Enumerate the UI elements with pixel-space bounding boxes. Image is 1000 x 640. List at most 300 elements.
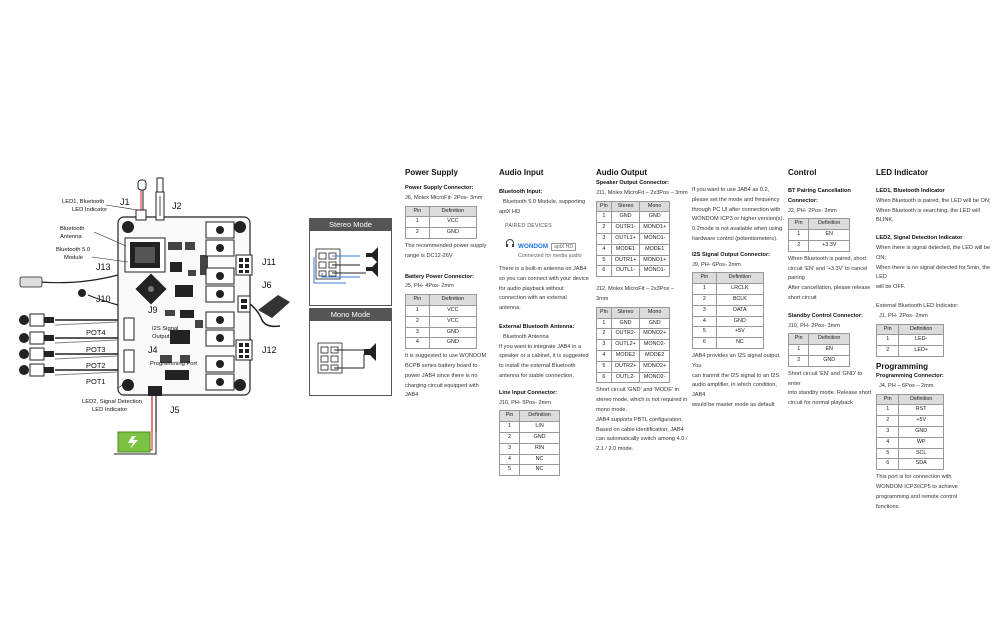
th: Stereo [611,201,639,212]
label-bt-module-b: Module [64,255,84,261]
audio-in-p3e: antenna for stable connection. [499,372,574,379]
td: MONO1- [640,233,670,244]
led-p4c: programming and remote control [876,493,958,500]
label-j11: J11 [262,257,276,267]
j11-connector [236,255,252,275]
label-pot3: POT3 [86,345,106,354]
label-j5: J5 [170,405,180,415]
td: 5 [500,465,520,476]
audio-in-p2a: There is a built-in antenna on JAB4 [499,266,587,272]
th: Pin [789,334,809,345]
td: GND [429,327,476,338]
table-row [500,443,560,454]
audio-in-p1b: aptX HD [499,208,521,215]
battery-icon [118,432,150,452]
table-row [789,230,850,241]
table-row [877,346,944,357]
audio-out-s2b: 3mm [596,295,609,302]
td: LED+ [899,346,944,357]
power-p2e: JAB4 [405,392,419,399]
speaker-j11-table [596,201,670,278]
td: BCLK [716,294,763,305]
i2s-column [692,186,784,411]
audio-out-p2b: Based on cable identification, JAB4 [596,426,684,433]
label-pot2: POT2 [86,361,106,370]
td: EN [809,230,850,241]
led-p3b: J1, PH- 2Pos- 2mm [879,312,928,319]
label-bt-antenna-b: Antenna [60,234,82,240]
table-row [406,316,477,327]
td: 2 [597,329,612,340]
td: GND [520,432,560,443]
td: 1 [500,422,520,433]
control-column [788,168,872,409]
i2s-p1c: through PC UI after connection with [692,206,781,213]
td: LRCLK [716,284,763,295]
td: 1 [789,345,809,356]
table-row [597,329,670,340]
table-row [693,316,764,327]
td: MODE2 [611,350,639,361]
led-s3a: J4, PH – 6Pos – 2mm [879,382,934,389]
td: 5 [597,361,612,372]
control-p2a: Short circuit 'EN' and 'GND' to enter [788,370,863,387]
td: 2 [789,240,809,251]
mono-wiring [310,321,391,395]
label-j2: J2 [172,201,182,211]
th: Definition [429,206,476,217]
control-title: Control [788,168,817,177]
td: 3 [597,340,612,351]
td: SCL [899,448,944,459]
power-table-2 [405,294,477,349]
power-s1a: J6, Molex MicroFit- 2Pos- 3mm [405,194,483,201]
td: MONO2+ [640,329,670,340]
paired-devices-card [499,221,591,269]
td: OUTL1+ [611,233,639,244]
board-diagram [0,170,300,460]
control-p1a: When Bluetooth is paired, short [788,255,867,262]
audio-in-s3: Line Input Connector: [499,389,558,396]
i2s-p1d: WONDOM ICP3 or higher version(s). [692,216,785,223]
j12-connector [236,340,252,360]
td: LIN [520,422,560,433]
th: Pin [789,219,809,230]
td: +3.3V [809,240,850,251]
label-j13: J13 [96,262,111,272]
td: 4 [597,350,612,361]
label-j1: J1 [120,197,130,207]
paired-device-name: WONDOM [518,243,549,250]
control-s1a: J2, PH- 2Pos- 3mm [788,207,837,214]
mount-hole [234,379,246,391]
led-s3: Programming Connector: [876,372,944,379]
i2s-s1: I2S Signal Output Connector: [692,251,771,258]
td: 3 [597,233,612,244]
audio-out-p2a: JAB4 supports PBTL configuration. [596,416,683,423]
label-j10: J10 [96,294,111,304]
audio-input-column [499,168,591,217]
audio-in-p2c: for audio playback without [499,285,564,292]
td: 2 [406,316,430,327]
label-bt-module: Bluetooth 5.0 [56,247,91,253]
td: OUTL2- [611,372,639,383]
led-p2a: When there is signal detected, the LED will be ON; [876,244,991,261]
audio-in-p3d: to install the external Bluetooth [499,363,576,370]
paired-device-status: Connected for media audio [518,253,582,259]
th: Stereo [611,307,639,318]
td: OUTL2+ [611,340,639,351]
audio-out-p2c: can automatically switch among 4.0 / [596,436,688,443]
led-p4d: functions. [876,503,900,510]
td: 2 [877,416,899,427]
td: OUTR2- [611,329,639,340]
td: OUTR2+ [611,361,639,372]
table-row [406,327,477,338]
label-i2s: I2S Signal [152,326,179,332]
mono-mode-box [309,308,392,396]
led-s2: LED2, Signal Detection Indicator [876,235,963,242]
i2s-p2c: audio amplifier, in which condition, JAB4 [692,382,777,399]
th: Mono [640,201,670,212]
table-row [877,335,944,346]
i2s-p2d: would be master mode as default [692,401,775,408]
td: NC [716,338,763,349]
td: MONO1- [640,266,670,277]
control-s2: Standby Control Connector: [788,312,863,319]
td: 2 [597,223,612,234]
audio-out-p1b: stereo mode, which is not required in [596,397,688,404]
power-adapter [258,295,290,318]
th: Definition [429,295,476,306]
bt-pairing-table [788,218,850,251]
audio-out-title: Audio Output [596,168,648,177]
td: 1 [877,335,899,346]
td: 4 [406,338,430,349]
td: LED- [899,335,944,346]
table-row [597,223,670,234]
td: MONO1+ [640,223,670,234]
audio-out-s2a: J12, Molex MicroFit – 2x3Pos – [596,286,675,293]
power-table-1 [405,206,477,239]
table-row [597,372,670,383]
audio-out-p2d: 2.1 / 2.0 mode. [596,446,634,453]
td: 1 [406,217,430,228]
power-p2c: power JAB4 since there is no [405,372,478,379]
td: MONO2- [640,372,670,383]
table-row [406,338,477,349]
table-row [500,454,560,465]
table-row [693,327,764,338]
label-bt-antenna: Bluetooth [60,226,85,232]
audio-in-title: Audio Input [499,168,544,177]
table-row [500,432,560,443]
td: 1 [597,212,612,223]
table-row [877,416,944,427]
audio-in-p2e: antenna. [499,305,521,312]
table-row [597,212,670,223]
table-row [597,266,670,277]
audio-in-p3a: Bluetooth Antenna [503,333,549,340]
th: Pin [877,324,899,335]
led-title: LED Indicator [876,168,929,177]
table-row [877,437,944,448]
ext-led-table [876,324,944,357]
td: 6 [597,372,612,383]
power-p2d: charging circuit equipped with [405,382,479,389]
audio-in-p3c: speaker or a cabinet, it is suggested [499,353,589,360]
table-row [597,340,670,351]
led-p2b: When there is no signal detected for 5min, the LED [876,264,991,281]
i2s-s1a: J9, PH- 6Pos- 2mm [692,261,741,268]
td: 3 [500,443,520,454]
td: 3 [406,327,430,338]
td: MODE2 [640,350,670,361]
label-led2b: LED Indicator [92,407,128,413]
led-p4a: This port is for connection with [876,474,952,481]
stereo-mode-box [309,218,392,306]
table-row [406,228,477,239]
td: SDA [899,459,944,470]
audio-output-column [596,168,688,455]
td: VCC [429,217,476,228]
td: +5V [899,416,944,427]
th: Pin [406,295,430,306]
standby-table [788,333,850,366]
td: GND [429,338,476,349]
th: Mono [640,307,670,318]
table-row [500,465,560,476]
td: MONO1+ [640,255,670,266]
th: Definition [809,334,850,345]
power-p1a: The recommended power supply [405,242,487,249]
mount-hole [122,379,134,391]
label-prog-port: Programming Port [150,361,198,367]
control-s1b: Connector: [788,197,818,204]
label-j12: J12 [262,345,277,355]
td: GND [716,316,763,327]
control-p2c: circuit for normal playback [788,400,853,407]
td: MODE1 [611,244,639,255]
j6-connector [238,296,250,312]
td: WP [899,437,944,448]
td: GND [640,318,670,329]
th: Definition [899,324,944,335]
paired-header: PAIRED DEVICES [505,223,552,229]
led-p1b: When Bluetooth is searching, the LED will BLINK. [876,207,980,224]
label-led1: LED1, Bluetooth [62,199,105,205]
th: Pin [597,201,612,212]
label-led1b: LED Indicator [72,207,108,213]
j4-connector [124,350,134,372]
audio-input-column-2 [499,265,591,479]
audio-out-p1a: Short circuit 'GND' and 'MODE' in [596,387,679,394]
table-row [597,350,670,361]
td: 2 [693,294,717,305]
table-row [789,345,850,356]
table-row [877,405,944,416]
i2s-p1a: If you want to use JAB4 as 0.2, [692,187,770,193]
table-row [789,240,850,251]
table-row [877,426,944,437]
i2s-p1b: please set the mode and frequency [692,196,780,203]
led-p1a: When Bluetooth is paired, the LED will be ON; [876,197,991,204]
td: 2 [406,228,430,239]
table-row [597,361,670,372]
td: 2 [789,355,809,366]
td: 3 [877,426,899,437]
external-antenna [40,275,118,283]
table-row [406,217,477,228]
label-j6: J6 [262,280,272,290]
table-row [877,459,944,470]
control-p1c: pairing [788,275,805,282]
label-led2: LED2, Signal Detection [82,399,142,405]
th: Pin [406,206,430,217]
speaker-j12-table [596,307,670,384]
label-j4: J4 [148,345,158,355]
i2s-p2a: JAB4 provides an I2S signal output. You [692,352,781,369]
td: VCC [429,316,476,327]
td: RST [899,405,944,416]
table-row [500,422,560,433]
th: Pin [597,307,612,318]
power-s1: Power Supply Connector: [405,185,474,191]
stereo-wiring [310,231,391,305]
audio-out-p1c: mono mode. [596,406,628,413]
mount-hole [122,221,134,233]
td: VCC [429,305,476,316]
power-s2: Battery Power Connector: [405,273,475,280]
led-s1: LED1, Bluetooth Indicator [876,188,945,194]
td: GND [899,426,944,437]
label-i2s-b: Output [152,334,170,340]
audio-in-p3b: If you want to integrate JAB4 in a [499,343,582,350]
codec-badge: aptX HD [551,243,576,251]
td: EN [809,345,850,356]
td: 1 [406,305,430,316]
audio-in-p2b: so you can connect with your device [499,275,589,282]
headphones-icon [505,238,515,248]
td: GND [429,228,476,239]
table-row [693,294,764,305]
label-pot1: POT1 [86,377,106,386]
table-row [693,338,764,349]
power-title: Power Supply [405,168,458,177]
td: 1 [877,405,899,416]
audio-out-s1: Speaker Output Connector: [596,180,670,186]
table-row [597,233,670,244]
td: OUTL1- [611,266,639,277]
td: 1 [693,284,717,295]
th: Pin [500,411,520,422]
control-s1: BT Pairing Cancellation [788,188,851,194]
th: Definition [520,411,560,422]
i2s-table [692,272,764,349]
power-p2a: It is suggested to use WONDOM [405,353,487,360]
td: NC [520,465,560,476]
td: RIN [520,443,560,454]
power-s2a: J5, PH- 4Pos- 2mm [405,283,454,290]
td: 4 [500,454,520,465]
mono-mode-title: Mono Mode [310,309,391,321]
led-p3a: External Bluetooth LED Indicator: [876,302,959,309]
td: OUTR1- [611,223,639,234]
label-pot4: POT4 [86,328,106,337]
table-row [693,284,764,295]
td: GND [640,212,670,223]
td: 6 [877,459,899,470]
table-row [597,318,670,329]
td: MONO2- [640,340,670,351]
audio-in-s1: Bluetooth Input: [499,189,543,195]
j1-connector [136,210,146,220]
td: 2 [500,432,520,443]
td: OUTR1+ [611,255,639,266]
control-p1d: After cancellation, please release [788,285,871,292]
td: 6 [597,266,612,277]
td: 6 [693,338,717,349]
control-s2a: J10, PH- 2Pos- 3mm [788,322,840,329]
audio-in-s3a: J10, PH- 5Pos- 2mm [499,399,551,406]
audio-in-s2: External Bluetooth Antenna: [499,323,575,330]
line-input-table [499,410,560,476]
td: 1 [597,318,612,329]
label-j9: J9 [148,305,158,315]
audio-out-s1a: J11, Molex MicroFit – 2x3Pos – 3mm [596,189,688,196]
th: Definition [899,394,944,405]
i2s-p1e: 0.2mode is not available when using [692,226,783,233]
td: 2 [877,346,899,357]
table-row [597,244,670,255]
table-row [877,448,944,459]
table-row [693,305,764,316]
potentiometers [30,314,44,376]
td: 5 [597,255,612,266]
td: 4 [877,437,899,448]
control-p2b: into standby mode. Release short [788,390,872,397]
led-column [876,168,998,512]
td: 5 [877,448,899,459]
power-p2b: BCPB series battery board to [405,362,478,369]
power-p1b: range is DC12-26V [405,252,453,259]
td: GND [611,212,639,223]
control-p1b: circuit 'EN' and '+3.3V' to cancel [788,265,868,272]
table-row [406,305,477,316]
stereo-mode-title: Stereo Mode [310,219,391,231]
td: +5V [716,327,763,338]
td: 1 [789,230,809,241]
td: 4 [693,316,717,327]
td: 4 [597,244,612,255]
mount-hole [234,221,246,233]
td: DATA [716,305,763,316]
td: 5 [693,327,717,338]
control-p1e: short circuit [788,294,817,301]
td: MONO2+ [640,361,670,372]
th: Definition [716,273,763,284]
i2s-p1f: hardware control (potentiometers). [692,235,778,242]
table-row [789,355,850,366]
programming-title: Programming [876,361,929,371]
th: Definition [809,219,850,230]
table-row [597,255,670,266]
th: Pin [877,394,899,405]
j9-connector [124,318,134,340]
audio-in-p1a: Bluetooth 5.0 Module, supporting [503,198,586,205]
led-p2c: will be OFF. [876,284,906,291]
audio-in-p2d: connection with an external [499,295,567,302]
